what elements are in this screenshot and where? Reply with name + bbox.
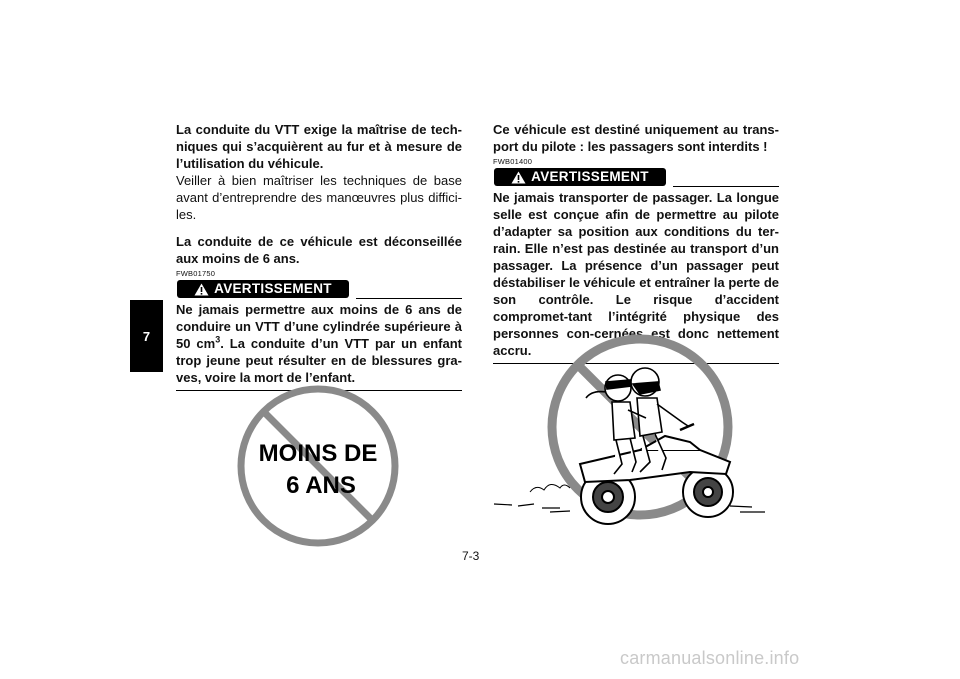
sign-text-line2: 6 ANS	[286, 472, 356, 499]
warning-header-rule	[673, 186, 779, 187]
warning-badge	[494, 168, 666, 186]
left-paragraph-2: Veiller à bien maîtriser les techniques de base avant d’entreprendre des manœuvres plus diffici-les.	[176, 173, 462, 222]
warning-text: Ne jamais transporter de passager. La longue selle est conçue afin de permettre au pilote d’adapter sa position aux conditions du ter-rain. Elle n’est pas destinée au transport d’un passager. La présence d’un passager peut déstabiliser le véhicule et entraîner la perte de son contrôle. Le risque d’accident compromet-tant l’intégrité physique des personnes con-cernées est donc nettement accru.	[493, 190, 779, 358]
page-number: 7-3	[462, 549, 480, 563]
warning-triangle-icon	[511, 171, 526, 184]
warning-badge	[177, 280, 349, 298]
warning-header	[493, 167, 779, 189]
left-paragraph-1: La conduite du VTT exige la maîtrise de tech-niques qui s’acquièrent au fur et à mesure de l’utilisation du véhicule.	[176, 122, 462, 171]
left-paragraph-3: La conduite de ce véhicule est déconseillée aux moins de 6 ans.	[176, 234, 462, 266]
warning-text: Ne jamais permettre aux moins de 6 ans de conduire un VTT d’une cylindrée supérieure à 50 $cm^3$. La conduite d’un VTT par un enfant trop jeune peut résulter en de blessures gra-ves, voire la mort de l’enfant.	[176, 302, 462, 385]
warning-header	[176, 279, 462, 301]
left-column	[176, 121, 462, 391]
watermark: carmanualsonline.info	[620, 648, 800, 668]
prohibition-sign-no-passenger	[490, 332, 780, 532]
warning-label: AVERTISSEMENT	[214, 281, 332, 296]
right-column	[493, 121, 779, 364]
warning-header-rule	[356, 298, 462, 299]
warning-triangle-icon	[194, 283, 209, 296]
warning-code: FWB01400	[493, 157, 533, 166]
right-paragraph-1: Ce véhicule est destiné uniquement au trans-port du pilote : les passagers sont interdits !	[493, 122, 779, 154]
chapter-tab: 7	[130, 300, 163, 372]
sign-text-line1: MOINS DE	[258, 440, 378, 467]
prohibition-sign-under-6	[237, 385, 399, 547]
warning-label: AVERTISSEMENT	[531, 169, 649, 184]
warning-code: FWB01750	[176, 269, 216, 278]
